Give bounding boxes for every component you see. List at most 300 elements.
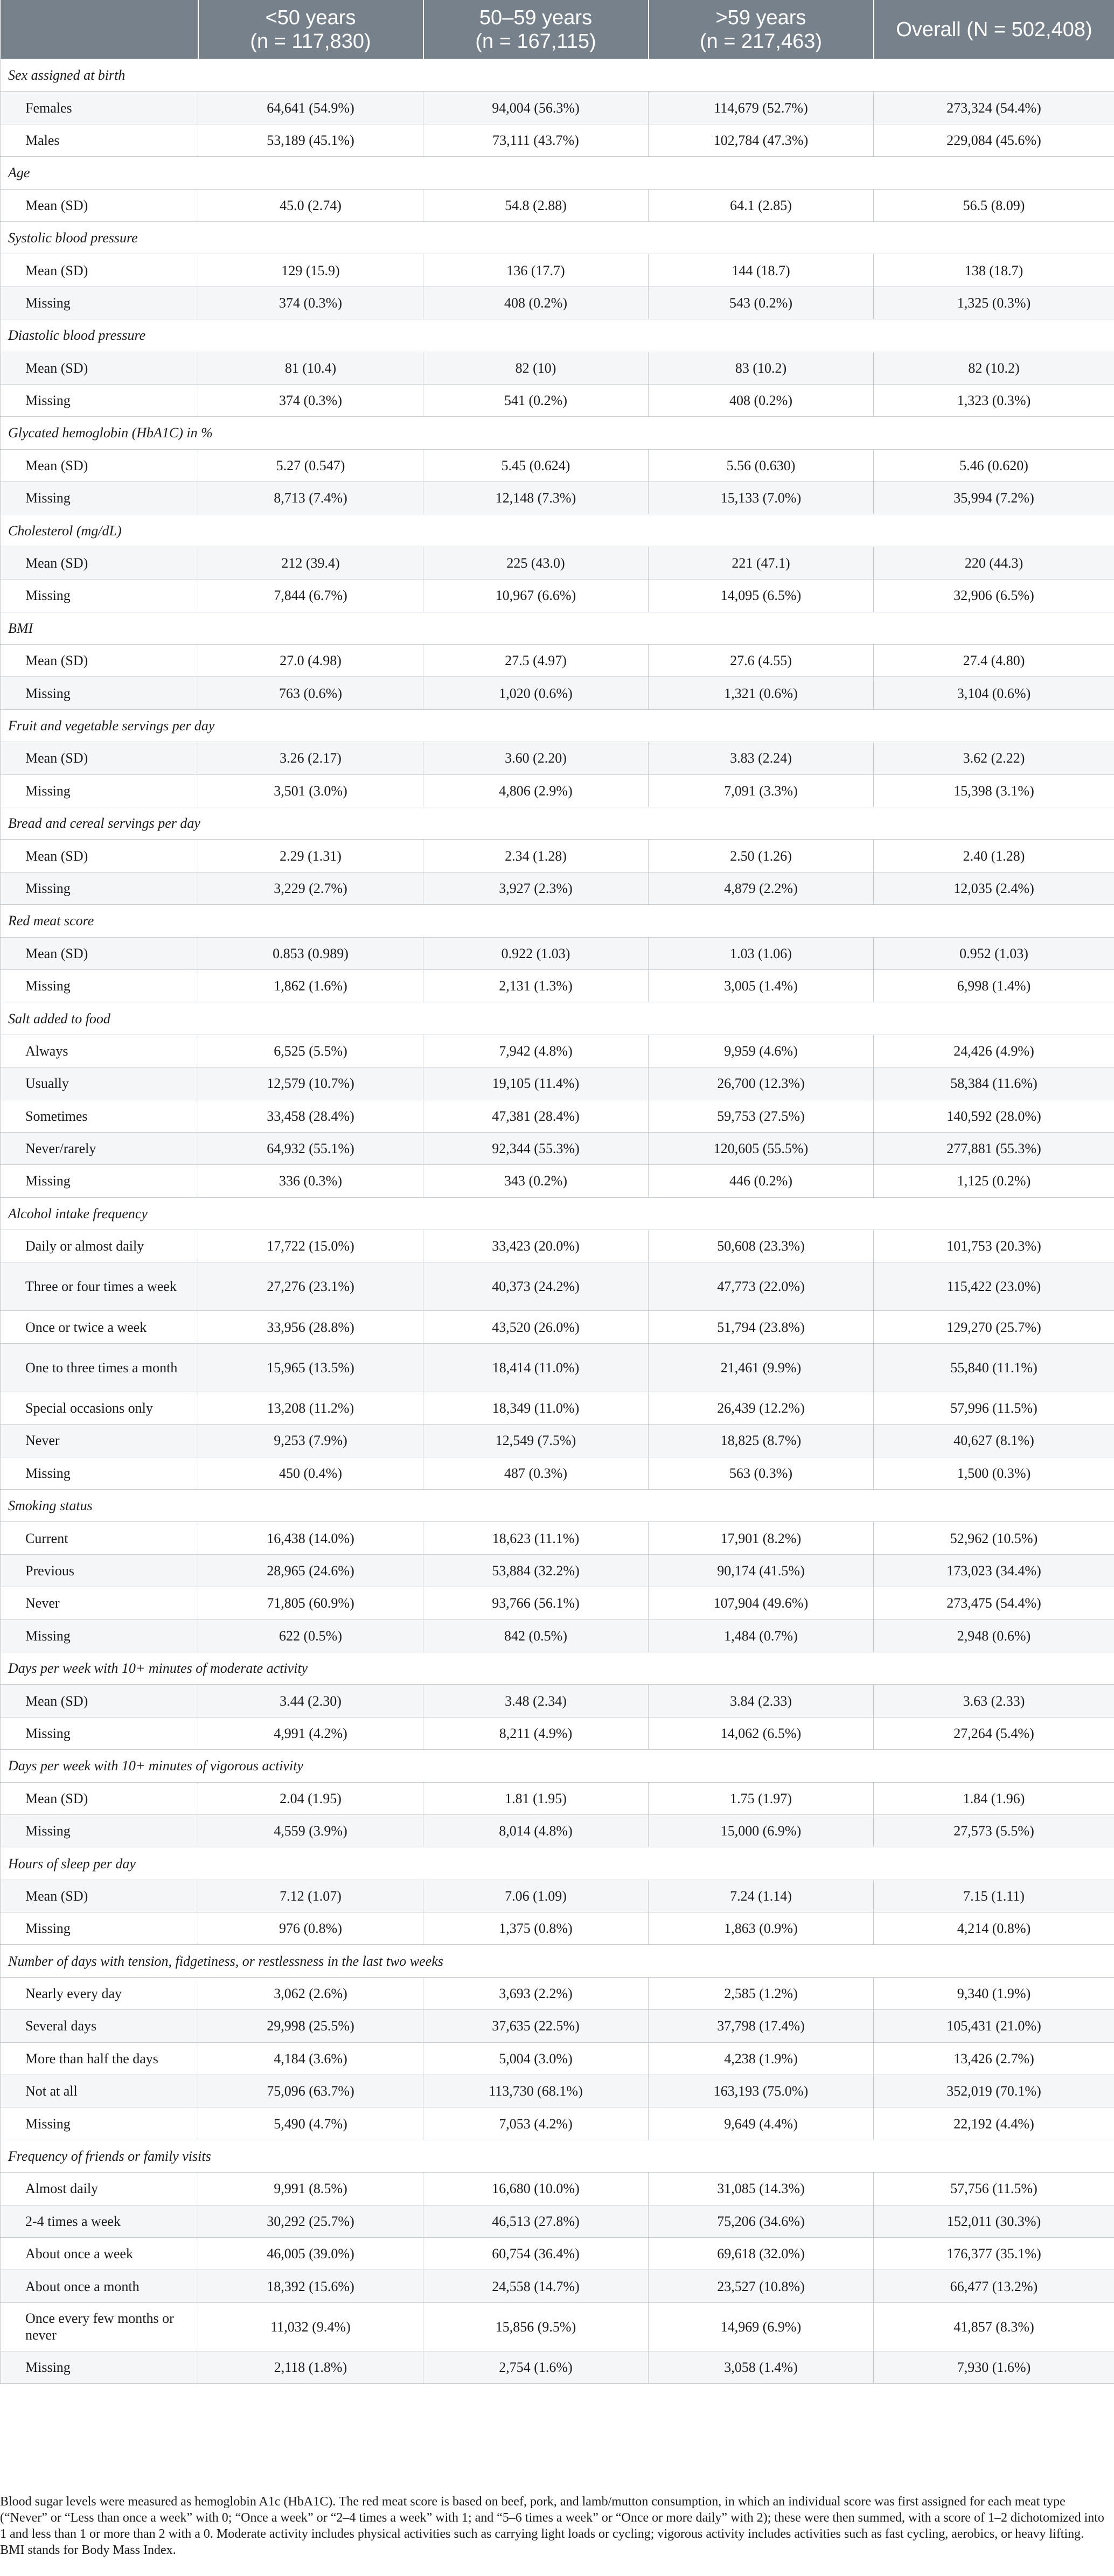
header-blank	[1, 0, 198, 59]
cell-value: 2,948 (0.6%)	[874, 1619, 1114, 1652]
cell-value: 40,373 (24.2%)	[423, 1262, 649, 1311]
table-row	[1, 2238, 1114, 2270]
cell-value: 31,085 (14.3%)	[649, 2173, 874, 2205]
row-label: Missing	[1, 287, 198, 319]
table-row	[1, 1311, 1114, 1343]
cell-value: 47,773 (22.0%)	[649, 1262, 874, 1311]
cell-value: 129,270 (25.7%)	[874, 1311, 1114, 1343]
cell-value: 450 (0.4%)	[198, 1457, 423, 1489]
table-header	[1, 0, 1114, 59]
section-label: Smoking status	[1, 1490, 1114, 1522]
cell-value: 107,904 (49.6%)	[649, 1587, 874, 1619]
table-row	[1, 124, 1114, 156]
cell-value: 13,426 (2.7%)	[874, 2042, 1114, 2075]
cell-value: 4,214 (0.8%)	[874, 1912, 1114, 1945]
cell-value: 352,019 (70.1%)	[874, 2075, 1114, 2107]
cell-value: 1.81 (1.95)	[423, 1782, 649, 1814]
cell-value: 220 (44.3)	[874, 547, 1114, 579]
table-row	[1, 1262, 1114, 1311]
cell-value: 21,461 (9.9%)	[649, 1343, 874, 1392]
row-label: Mean (SD)	[1, 254, 198, 287]
cell-value: 9,253 (7.9%)	[198, 1425, 423, 1457]
table-row	[1, 254, 1114, 287]
section-row	[1, 1490, 1114, 1522]
row-label: Missing	[1, 580, 198, 612]
cell-value: 66,477 (13.2%)	[874, 2270, 1114, 2302]
row-label: Three or four times a week	[1, 1262, 198, 1311]
row-label: Missing	[1, 2351, 198, 2383]
cell-value: 46,005 (39.0%)	[198, 2238, 423, 2270]
cell-value: 10,967 (6.6%)	[423, 580, 649, 612]
table-row	[1, 1457, 1114, 1489]
header-over-59	[649, 0, 874, 59]
cell-value: 3,005 (1.4%)	[649, 969, 874, 1002]
cell-value: 18,623 (11.1%)	[423, 1522, 649, 1554]
cell-value: 47,381 (28.4%)	[423, 1100, 649, 1132]
cell-value: 3.60 (2.20)	[423, 742, 649, 774]
cell-value: 19,105 (11.4%)	[423, 1067, 649, 1100]
cell-value: 37,635 (22.5%)	[423, 2010, 649, 2042]
section-label: Days per week with 10+ minutes of moderate activity	[1, 1652, 1114, 1684]
table-row	[1, 287, 1114, 319]
cell-value: 27.5 (4.97)	[423, 645, 649, 677]
table-row	[1, 1782, 1114, 1814]
header-50-59-n: (n = 167,115)	[475, 30, 596, 53]
row-label: Missing	[1, 774, 198, 807]
section-label: Alcohol intake frequency	[1, 1197, 1114, 1230]
cell-value: 83 (10.2)	[649, 352, 874, 384]
cell-value: 60,754 (36.4%)	[423, 2238, 649, 2270]
table-row	[1, 1814, 1114, 1847]
section-row	[1, 1197, 1114, 1230]
row-label: Mean (SD)	[1, 1880, 198, 1912]
section-label: Age	[1, 157, 1114, 189]
cell-value: 8,713 (7.4%)	[198, 482, 423, 514]
cell-value: 3,104 (0.6%)	[874, 677, 1114, 709]
cell-value: 7,942 (4.8%)	[423, 1035, 649, 1067]
table-row	[1, 1587, 1114, 1619]
cell-value: 15,965 (13.5%)	[198, 1343, 423, 1392]
row-label: Mean (SD)	[1, 189, 198, 221]
cell-value: 374 (0.3%)	[198, 384, 423, 416]
header-under-50-label: <50 years	[265, 6, 356, 29]
cell-value: 33,423 (20.0%)	[423, 1230, 649, 1262]
cell-value: 176,377 (35.1%)	[874, 2238, 1114, 2270]
cell-value: 3,058 (1.4%)	[649, 2351, 874, 2383]
table-row	[1, 840, 1114, 872]
cell-value: 138 (18.7)	[874, 254, 1114, 287]
section-label: Red meat score	[1, 905, 1114, 937]
cell-value: 23,527 (10.8%)	[649, 2270, 874, 2302]
row-label: Previous	[1, 1554, 198, 1587]
section-row	[1, 1750, 1114, 1782]
section-row	[1, 1945, 1114, 1977]
footnote-text: Blood sugar levels were measured as hemoglobin A1c (HbA1C). The red meat score is based on beef, pork, and lamb/mutton consumption, in which an individual score was first assigned for each meat type (“Never” or “Less than once a week” with 0; “Once a week” or “2–4 times a week” with 1; and “5–6 times a week” or “Once or more daily” with 2); these were then summed, with a score of 1–2 dichotomized into 1 and less than 1 or more than 2 with a 0. Moderate activity includes physical activities such as carrying light loads or cycling; vigorous activity includes activities such as fast cycling, aerobics, or heavy lifting. BMI stands for Body Mass Index.	[0, 2495, 1104, 2557]
header-overall	[874, 0, 1114, 59]
table-body	[1, 59, 1114, 2384]
header-under-50-n: (n = 117,830)	[250, 30, 371, 53]
cell-value: 1.03 (1.06)	[649, 937, 874, 969]
cell-value: 9,991 (8.5%)	[198, 2173, 423, 2205]
cell-value: 9,959 (4.6%)	[649, 1035, 874, 1067]
cell-value: 55,840 (11.1%)	[874, 1343, 1114, 1392]
cell-value: 27,264 (5.4%)	[874, 1717, 1114, 1749]
cell-value: 64.1 (2.85)	[649, 189, 874, 221]
cell-value: 22,192 (4.4%)	[874, 2107, 1114, 2140]
table-row	[1, 189, 1114, 221]
section-label: Fruit and vegetable servings per day	[1, 709, 1114, 742]
cell-value: 15,398 (3.1%)	[874, 774, 1114, 807]
section-row	[1, 1652, 1114, 1684]
cell-value: 17,901 (8.2%)	[649, 1522, 874, 1554]
cell-value: 46,513 (27.8%)	[423, 2205, 649, 2237]
table-row	[1, 1977, 1114, 2009]
cell-value: 1,484 (0.7%)	[649, 1619, 874, 1652]
cell-value: 5.27 (0.547)	[198, 449, 423, 481]
cell-value: 2,585 (1.2%)	[649, 1977, 874, 2009]
section-label: Systolic blood pressure	[1, 221, 1114, 254]
table-row	[1, 742, 1114, 774]
cell-value: 13,208 (11.2%)	[198, 1392, 423, 1424]
cell-value: 374 (0.3%)	[198, 287, 423, 319]
row-label: About once a month	[1, 2270, 198, 2302]
cell-value: 27,276 (23.1%)	[198, 1262, 423, 1311]
cell-value: 343 (0.2%)	[423, 1165, 649, 1197]
section-row	[1, 1002, 1114, 1035]
cell-value: 8,211 (4.9%)	[423, 1717, 649, 1749]
row-label: About once a week	[1, 2238, 198, 2270]
cell-value: 4,806 (2.9%)	[423, 774, 649, 807]
cell-value: 82 (10)	[423, 352, 649, 384]
cell-value: 8,014 (4.8%)	[423, 1814, 649, 1847]
cell-value: 2.34 (1.28)	[423, 840, 649, 872]
cell-value: 3.83 (2.24)	[649, 742, 874, 774]
table-row	[1, 1132, 1114, 1164]
table-row	[1, 677, 1114, 709]
table-row	[1, 1619, 1114, 1652]
table-row	[1, 482, 1114, 514]
table-row	[1, 2107, 1114, 2140]
cell-value: 0.952 (1.03)	[874, 937, 1114, 969]
cell-value: 64,932 (55.1%)	[198, 1132, 423, 1164]
cell-value: 3.26 (2.17)	[198, 742, 423, 774]
row-label: Mean (SD)	[1, 1782, 198, 1814]
row-label: Once every few months or never	[1, 2302, 198, 2351]
table-row	[1, 645, 1114, 677]
cell-value: 5,004 (3.0%)	[423, 2042, 649, 2075]
cell-value: 93,766 (56.1%)	[423, 1587, 649, 1619]
cell-value: 35,994 (7.2%)	[874, 482, 1114, 514]
cell-value: 59,753 (27.5%)	[649, 1100, 874, 1132]
cell-value: 1.75 (1.97)	[649, 1782, 874, 1814]
cell-value: 129 (15.9)	[198, 254, 423, 287]
row-label: Missing	[1, 677, 198, 709]
cell-value: 140,592 (28.0%)	[874, 1100, 1114, 1132]
table-row	[1, 1912, 1114, 1945]
cell-value: 24,558 (14.7%)	[423, 2270, 649, 2302]
table-row	[1, 1100, 1114, 1132]
cell-value: 102,784 (47.3%)	[649, 124, 874, 156]
section-row	[1, 709, 1114, 742]
section-label: Sex assigned at birth	[1, 59, 1114, 92]
cell-value: 3,062 (2.6%)	[198, 1977, 423, 2009]
row-label: Mean (SD)	[1, 645, 198, 677]
row-label: Mean (SD)	[1, 547, 198, 579]
cell-value: 4,238 (1.9%)	[649, 2042, 874, 2075]
cell-value: 543 (0.2%)	[649, 287, 874, 319]
row-label: Males	[1, 124, 198, 156]
cell-value: 1,325 (0.3%)	[874, 287, 1114, 319]
cell-value: 18,414 (11.0%)	[423, 1343, 649, 1392]
cell-value: 7,091 (3.3%)	[649, 774, 874, 807]
cell-value: 622 (0.5%)	[198, 1619, 423, 1652]
cell-value: 2,754 (1.6%)	[423, 2351, 649, 2383]
cell-value: 18,392 (15.6%)	[198, 2270, 423, 2302]
row-label: Never/rarely	[1, 1132, 198, 1164]
cell-value: 1,020 (0.6%)	[423, 677, 649, 709]
cell-value: 3,693 (2.2%)	[423, 1977, 649, 2009]
cell-value: 120,605 (55.5%)	[649, 1132, 874, 1164]
row-label: Usually	[1, 1067, 198, 1100]
cell-value: 563 (0.3%)	[649, 1457, 874, 1489]
cell-value: 2,131 (1.3%)	[423, 969, 649, 1002]
cell-value: 1,323 (0.3%)	[874, 384, 1114, 416]
cell-value: 82 (10.2)	[874, 352, 1114, 384]
cell-value: 842 (0.5%)	[423, 1619, 649, 1652]
cell-value: 336 (0.3%)	[198, 1165, 423, 1197]
table-row	[1, 872, 1114, 904]
cell-value: 71,805 (60.9%)	[198, 1587, 423, 1619]
row-label: Current	[1, 1522, 198, 1554]
cell-value: 54.8 (2.88)	[423, 189, 649, 221]
cell-value: 11,032 (9.4%)	[198, 2302, 423, 2351]
cell-value: 6,525 (5.5%)	[198, 1035, 423, 1067]
table-row	[1, 1522, 1114, 1554]
row-label: Females	[1, 92, 198, 124]
cell-value: 2,118 (1.8%)	[198, 2351, 423, 2383]
cell-value: 1,500 (0.3%)	[874, 1457, 1114, 1489]
cell-value: 7.24 (1.14)	[649, 1880, 874, 1912]
table-row	[1, 92, 1114, 124]
table-row	[1, 1035, 1114, 1067]
cell-value: 5,490 (4.7%)	[198, 2107, 423, 2140]
cell-value: 75,206 (34.6%)	[649, 2205, 874, 2237]
header-under-50	[198, 0, 423, 59]
section-label: Cholesterol (mg/dL)	[1, 514, 1114, 547]
row-label: Missing	[1, 872, 198, 904]
cell-value: 2.40 (1.28)	[874, 840, 1114, 872]
row-label: Nearly every day	[1, 1977, 198, 2009]
cell-value: 12,035 (2.4%)	[874, 872, 1114, 904]
cell-value: 0.922 (1.03)	[423, 937, 649, 969]
table-row	[1, 2173, 1114, 2205]
row-label: Missing	[1, 1165, 198, 1197]
cell-value: 2.50 (1.26)	[649, 840, 874, 872]
row-label: One to three times a month	[1, 1343, 198, 1392]
row-label: Never	[1, 1587, 198, 1619]
table-row	[1, 384, 1114, 416]
header-50-59	[423, 0, 649, 59]
cell-value: 41,857 (8.3%)	[874, 2302, 1114, 2351]
row-label: Missing	[1, 1619, 198, 1652]
cell-value: 7.12 (1.07)	[198, 1880, 423, 1912]
cell-value: 14,062 (6.5%)	[649, 1717, 874, 1749]
cell-value: 90,174 (41.5%)	[649, 1554, 874, 1587]
cell-value: 408 (0.2%)	[423, 287, 649, 319]
section-label: Salt added to food	[1, 1002, 1114, 1035]
table-row	[1, 352, 1114, 384]
row-label: Several days	[1, 2010, 198, 2042]
cell-value: 4,991 (4.2%)	[198, 1717, 423, 1749]
section-row	[1, 319, 1114, 352]
row-label: Missing	[1, 1912, 198, 1945]
cell-value: 33,458 (28.4%)	[198, 1100, 423, 1132]
table-row	[1, 2042, 1114, 2075]
cell-value: 4,184 (3.6%)	[198, 2042, 423, 2075]
table-row	[1, 2075, 1114, 2107]
cell-value: 273,475 (54.4%)	[874, 1587, 1114, 1619]
row-label: Once or twice a week	[1, 1311, 198, 1343]
cell-value: 7,053 (4.2%)	[423, 2107, 649, 2140]
cell-value: 136 (17.7)	[423, 254, 649, 287]
row-label: Missing	[1, 482, 198, 514]
cell-value: 53,189 (45.1%)	[198, 124, 423, 156]
cell-value: 27.4 (4.80)	[874, 645, 1114, 677]
header-overall-label: Overall (N = 502,408)	[896, 18, 1092, 41]
section-row	[1, 59, 1114, 92]
section-row	[1, 157, 1114, 189]
cell-value: 408 (0.2%)	[649, 384, 874, 416]
cell-value: 58,384 (11.6%)	[874, 1067, 1114, 1100]
table-row	[1, 2010, 1114, 2042]
row-label: Never	[1, 1425, 198, 1457]
cell-value: 57,996 (11.5%)	[874, 1392, 1114, 1424]
cell-value: 2.04 (1.95)	[198, 1782, 423, 1814]
cell-value: 2.29 (1.31)	[198, 840, 423, 872]
cell-value: 15,000 (6.9%)	[649, 1814, 874, 1847]
cell-value: 9,649 (4.4%)	[649, 2107, 874, 2140]
section-row	[1, 221, 1114, 254]
row-label: Special occasions only	[1, 1392, 198, 1424]
table-row	[1, 547, 1114, 579]
table-row	[1, 969, 1114, 1002]
cell-value: 9,340 (1.9%)	[874, 1977, 1114, 2009]
row-label: 2-4 times a week	[1, 2205, 198, 2237]
cell-value: 152,011 (30.3%)	[874, 2205, 1114, 2237]
cell-value: 763 (0.6%)	[198, 677, 423, 709]
cell-value: 3,501 (3.0%)	[198, 774, 423, 807]
row-label: Missing	[1, 1717, 198, 1749]
cell-value: 18,349 (11.0%)	[423, 1392, 649, 1424]
section-label: BMI	[1, 612, 1114, 644]
cell-value: 115,422 (23.0%)	[874, 1262, 1114, 1311]
cell-value: 1.84 (1.96)	[874, 1782, 1114, 1814]
table-row	[1, 1165, 1114, 1197]
section-row	[1, 905, 1114, 937]
section-label: Bread and cereal servings per day	[1, 807, 1114, 839]
cell-value: 976 (0.8%)	[198, 1912, 423, 1945]
cell-value: 7.15 (1.11)	[874, 1880, 1114, 1912]
cell-value: 12,579 (10.7%)	[198, 1067, 423, 1100]
table-row	[1, 774, 1114, 807]
cell-value: 33,956 (28.8%)	[198, 1311, 423, 1343]
section-label: Frequency of friends or family visits	[1, 2140, 1114, 2172]
cell-value: 1,375 (0.8%)	[423, 1912, 649, 1945]
cell-value: 487 (0.3%)	[423, 1457, 649, 1489]
cell-value: 40,627 (8.1%)	[874, 1425, 1114, 1457]
table-row	[1, 580, 1114, 612]
section-label: Number of days with tension, fidgetiness, or restlessness in the last two weeks	[1, 1945, 1114, 1977]
cell-value: 3,927 (2.3%)	[423, 872, 649, 904]
cell-value: 27.0 (4.98)	[198, 645, 423, 677]
cell-value: 273,324 (54.4%)	[874, 92, 1114, 124]
cell-value: 173,023 (34.4%)	[874, 1554, 1114, 1587]
cell-value: 105,431 (21.0%)	[874, 2010, 1114, 2042]
row-label: Mean (SD)	[1, 1685, 198, 1717]
cell-value: 163,193 (75.0%)	[649, 2075, 874, 2107]
cell-value: 221 (47.1)	[649, 547, 874, 579]
cell-value: 12,549 (7.5%)	[423, 1425, 649, 1457]
section-row	[1, 2140, 1114, 2172]
cell-value: 16,680 (10.0%)	[423, 2173, 649, 2205]
cell-value: 37,798 (17.4%)	[649, 2010, 874, 2042]
header-50-59-label: 50–59 years	[479, 6, 593, 29]
cell-value: 5.45 (0.624)	[423, 449, 649, 481]
table-row	[1, 1067, 1114, 1100]
table-row	[1, 1392, 1114, 1424]
cell-value: 3,229 (2.7%)	[198, 872, 423, 904]
table-row	[1, 937, 1114, 969]
cell-value: 30,292 (25.7%)	[198, 2205, 423, 2237]
cell-value: 32,906 (6.5%)	[874, 580, 1114, 612]
row-label: Not at all	[1, 2075, 198, 2107]
cell-value: 50,608 (23.3%)	[649, 1230, 874, 1262]
cell-value: 3.63 (2.33)	[874, 1685, 1114, 1717]
cell-value: 113,730 (68.1%)	[423, 2075, 649, 2107]
cell-value: 101,753 (20.3%)	[874, 1230, 1114, 1262]
table-row	[1, 1425, 1114, 1457]
cell-value: 7,844 (6.7%)	[198, 580, 423, 612]
cell-value: 12,148 (7.3%)	[423, 482, 649, 514]
cell-value: 3.48 (2.34)	[423, 1685, 649, 1717]
row-label: Missing	[1, 384, 198, 416]
header-over-59-label: >59 years	[715, 6, 806, 29]
cell-value: 3.62 (2.22)	[874, 742, 1114, 774]
cell-value: 15,133 (7.0%)	[649, 482, 874, 514]
table-row	[1, 1343, 1114, 1392]
row-label: Missing	[1, 1814, 198, 1847]
cell-value: 6,998 (1.4%)	[874, 969, 1114, 1002]
cell-value: 5.46 (0.620)	[874, 449, 1114, 481]
cell-value: 5.56 (0.630)	[649, 449, 874, 481]
cell-value: 229,084 (45.6%)	[874, 124, 1114, 156]
cell-value: 75,096 (63.7%)	[198, 2075, 423, 2107]
section-row	[1, 612, 1114, 644]
row-label: Almost daily	[1, 2173, 198, 2205]
cell-value: 94,004 (56.3%)	[423, 92, 649, 124]
section-label: Days per week with 10+ minutes of vigorous activity	[1, 1750, 1114, 1782]
footnote	[0, 2494, 1104, 2558]
section-row	[1, 807, 1114, 839]
cell-value: 114,679 (52.7%)	[649, 92, 874, 124]
cell-value: 446 (0.2%)	[649, 1165, 874, 1197]
cell-value: 56.5 (8.09)	[874, 189, 1114, 221]
table-row	[1, 2205, 1114, 2237]
cell-value: 52,962 (10.5%)	[874, 1522, 1114, 1554]
section-label: Diastolic blood pressure	[1, 319, 1114, 352]
cell-value: 1,862 (1.6%)	[198, 969, 423, 1002]
row-label: Sometimes	[1, 1100, 198, 1132]
